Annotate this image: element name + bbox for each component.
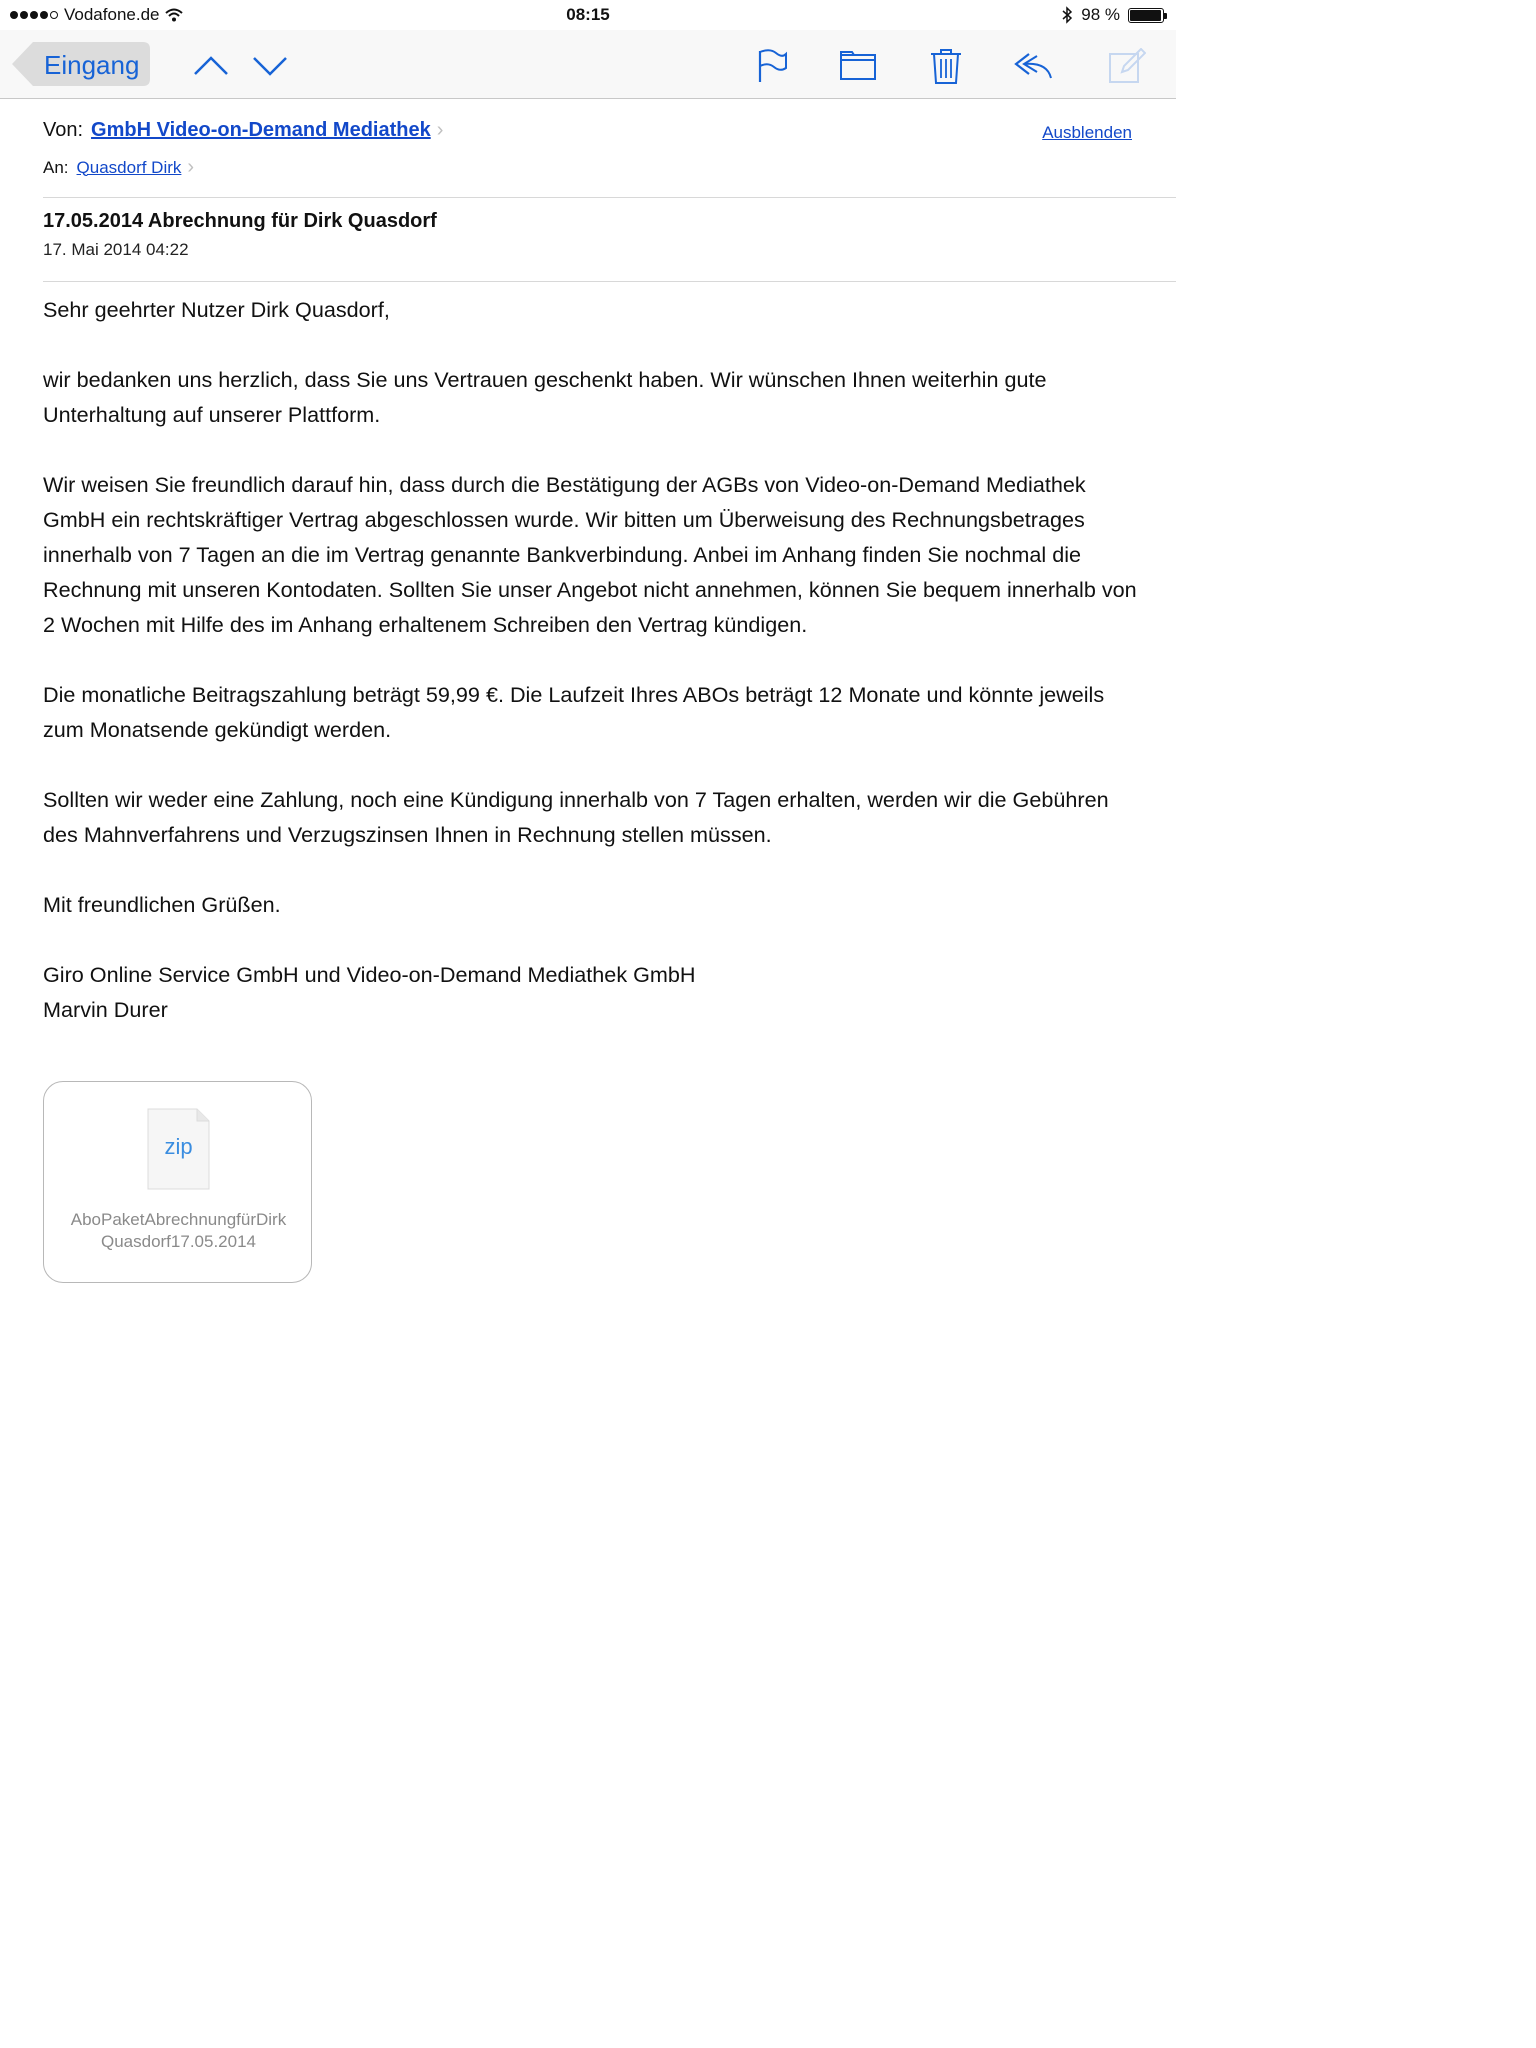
attachment-tile[interactable] bbox=[43, 1081, 312, 1283]
folder-icon[interactable] bbox=[838, 48, 878, 84]
body-closing: Mit freundlichen Grüßen. bbox=[43, 892, 281, 917]
sender-link[interactable]: GmbH Video-on-Demand Mediathek bbox=[91, 119, 431, 141]
body-greeting: Sehr geehrter Nutzer Dirk Quasdorf, bbox=[43, 297, 390, 322]
body-paragraph: Die monatliche Beitragszahlung beträgt 59,99 €. Die Laufzeit Ihres ABOs beträgt 12 Monate und könnte jeweils zum Monatsende gekündigt werden. bbox=[43, 682, 1105, 742]
attachment-name-line1: AboPaketAbrechnungfürDirk bbox=[70, 1210, 287, 1229]
signature-name: Marvin Durer bbox=[43, 997, 168, 1022]
chevron-up-icon[interactable] bbox=[191, 48, 231, 84]
chevron-down-icon[interactable] bbox=[250, 48, 290, 84]
carrier-name: Vodafone.de bbox=[64, 5, 160, 24]
attachment-name-line2: Quasdorf17.05.2014 bbox=[100, 1232, 256, 1251]
mail-body bbox=[43, 292, 1143, 1027]
toolbar bbox=[0, 30, 1176, 99]
chevron-right-icon: › bbox=[187, 156, 195, 178]
mail-date: 17. Mai 2014 04:22 bbox=[43, 240, 189, 259]
mail-subject: 17.05.2014 Abrechnung für Dirk Quasdorf bbox=[43, 210, 437, 232]
chevron-right-icon: › bbox=[436, 119, 444, 141]
clock: 08:15 bbox=[566, 5, 610, 24]
from-label: Von: bbox=[43, 119, 84, 141]
from-row bbox=[43, 119, 443, 142]
body-paragraph: Sollten wir weder eine Zahlung, noch eine Kündigung innerhalb von 7 Tagen erhalten, werden wir die Gebühren des Mahnverfahrens und Verzugszinsen Ihnen in Rechnung stellen müssen. bbox=[43, 787, 1109, 847]
file-type-label: zip bbox=[164, 1134, 193, 1159]
trash-icon[interactable] bbox=[926, 48, 966, 84]
to-row bbox=[43, 156, 194, 179]
reply-icon[interactable] bbox=[1013, 48, 1053, 84]
recipient-link[interactable]: Quasdorf Dirk bbox=[76, 157, 182, 177]
to-label: An: bbox=[43, 157, 69, 177]
flag-icon[interactable] bbox=[752, 48, 792, 84]
signature-company: Giro Online Service GmbH und Video-on-Demand Mediathek GmbH bbox=[43, 962, 696, 987]
back-button-label: Eingang bbox=[44, 50, 140, 80]
compose-icon[interactable] bbox=[1106, 48, 1146, 84]
subject-divider bbox=[43, 281, 1176, 282]
hide-details-link[interactable]: Ausblenden bbox=[1042, 123, 1132, 142]
battery-icon bbox=[1128, 8, 1164, 23]
back-button[interactable] bbox=[11, 41, 151, 87]
header-divider bbox=[43, 197, 1176, 198]
bluetooth-icon bbox=[1061, 6, 1073, 24]
battery-percent: 98 % bbox=[1081, 5, 1120, 24]
zip-file-icon bbox=[147, 1108, 210, 1190]
body-paragraph: wir bedanken uns herzlich, dass Sie uns Vertrauen geschenkt haben. Wir wünschen Ihnen weiterhin gute Unterhaltung auf unserer Plattform. bbox=[43, 367, 1047, 427]
status-bar bbox=[0, 0, 1176, 30]
attachment-name bbox=[44, 1209, 313, 1253]
body-paragraph: Wir weisen Sie freundlich darauf hin, dass durch die Bestätigung der AGBs von Video-on-Demand Mediathek GmbH ein rechtskräftiger Vertrag abgeschlossen wurde. Wir bitten um Überweisung des Rechnungsbetrages innerhalb von 7 Tagen an die im Vertrag genannte Bankverbindung. Anbei im Anhang finden Sie nochmal die Rechnung mit unseren Kontodaten. Sollten Sie unser Angebot nicht annehmen, können Sie bequem innerhalb von 2 Wochen mit Hilfe des im Anhang erhaltenem Schreiben den Vertrag kündigen. bbox=[43, 472, 1137, 637]
status-right bbox=[1061, 5, 1164, 25]
